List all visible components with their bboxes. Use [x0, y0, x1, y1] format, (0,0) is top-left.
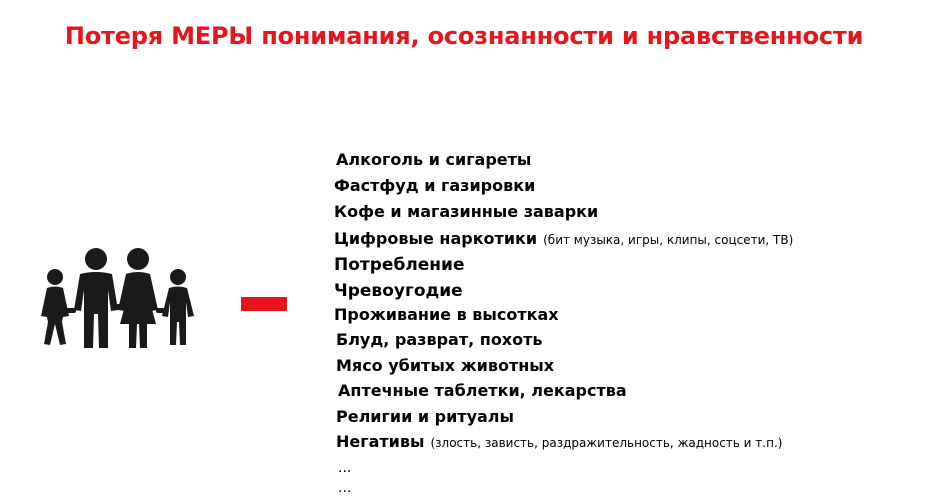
item-label: Потребление [334, 255, 465, 275]
item-label: Аптечные таблетки, лекарства [338, 381, 627, 400]
list-item [334, 202, 598, 221]
list-item [336, 356, 554, 375]
item-note: (злость, зависть, раздражительность, жадность и т.п.) [430, 436, 783, 450]
list-item [334, 305, 559, 324]
dash-icon [241, 297, 287, 311]
list-item [338, 381, 627, 400]
item-label: Проживание в высотках [334, 305, 559, 324]
item-label: Негативы [336, 432, 425, 451]
item-label: Чревоугодие [334, 281, 463, 301]
item-label: Цифровые наркотики [334, 229, 538, 248]
item-label: Мясо убитых животных [336, 356, 555, 375]
family-icon [38, 244, 208, 350]
item-label: Алкоголь и сигареты [336, 150, 532, 169]
item-note: (бит музыка, игры, клипы, соцсети, ТВ) [543, 233, 794, 247]
item-label: Кофе и магазинные заварки [334, 202, 599, 221]
item-label: Фастфуд и газировки [334, 176, 536, 195]
ellipsis: ... [338, 480, 352, 496]
list-item [336, 432, 782, 451]
item-label: Блуд, разврат, похоть [336, 330, 543, 349]
list-item [336, 330, 543, 349]
items-list [334, 0, 924, 504]
list-item [334, 255, 465, 275]
item-label: Религии и ритуалы [336, 407, 514, 426]
page-title: Потеря МЕРЫ понимания, осознанности и нравственности [64, 22, 864, 50]
list-item [336, 407, 514, 426]
list-item [334, 176, 535, 195]
list-item [334, 281, 463, 301]
ellipsis: ... [338, 460, 352, 476]
list-item [336, 150, 531, 169]
list-item [334, 229, 793, 248]
